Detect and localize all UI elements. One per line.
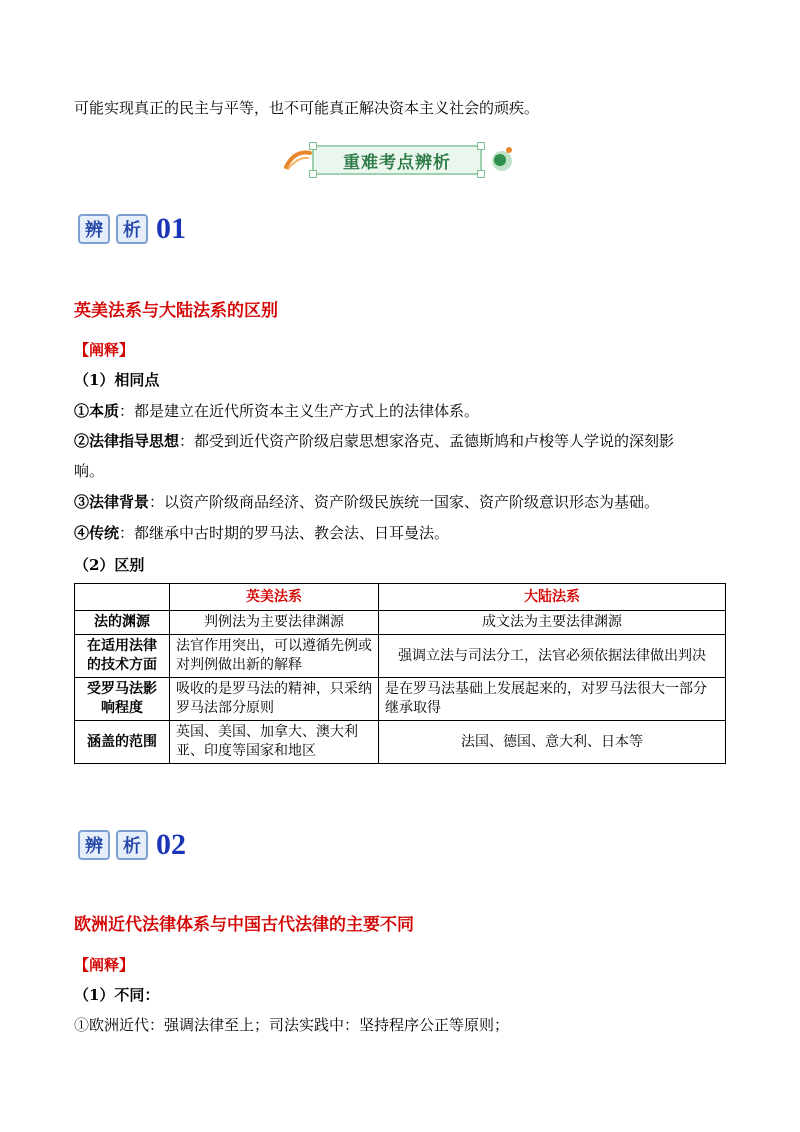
row-label: 在适用法律的技术方面 bbox=[75, 635, 170, 678]
banner-title-box bbox=[312, 145, 482, 175]
cell-continental: 是在罗马法基础上发展起来的，对罗马法很大一部分继承取得 bbox=[379, 678, 726, 721]
point-label: ②法律指导思想 bbox=[74, 432, 180, 450]
banner-corner bbox=[477, 142, 485, 150]
point-label: ④传统 bbox=[74, 524, 120, 542]
cell-anglo: 判例法为主要法律渊源 bbox=[170, 611, 379, 635]
point-text: 以资产阶级商品经济、资产阶级民族统一国家、资产阶级意识形态为基础。 bbox=[164, 493, 660, 511]
row-label: 法的渊源 bbox=[75, 611, 170, 635]
cell-continental: 强调立法与司法分工，法官必须依据法律做出判决 bbox=[379, 635, 726, 678]
point-label: ①本质 bbox=[74, 402, 120, 420]
table-header-row bbox=[75, 584, 726, 611]
cell-anglo: 英国、美国、加拿大、澳大利亚、印度等国家和地区 bbox=[170, 721, 379, 764]
tag-char-box: 辨 bbox=[78, 830, 110, 860]
point-2-cont bbox=[74, 461, 104, 481]
table-header-cell: 英美法系 bbox=[170, 584, 379, 611]
point-sep: ： bbox=[179, 432, 195, 450]
bubble-icon bbox=[489, 145, 515, 175]
swoosh-icon bbox=[284, 147, 314, 171]
tag-number: 01 bbox=[156, 212, 186, 245]
similar-title: （1）相同点 bbox=[74, 371, 160, 389]
section1-heading: 英美法系与大陆法系的区别 bbox=[74, 301, 278, 321]
table-header-cell: 大陆法系 bbox=[379, 584, 726, 611]
section-tag-02 bbox=[78, 827, 186, 863]
diff-title: （2）区别 bbox=[74, 556, 145, 574]
banner-corner bbox=[309, 142, 317, 150]
tag-char-box: 析 bbox=[116, 214, 148, 244]
row-label: 受罗马法影响程度 bbox=[75, 678, 170, 721]
point-text: 都是建立在近代所资本主义生产方式上的法律体系。 bbox=[134, 402, 480, 420]
cell-continental: 法国、德国、意大利、日本等 bbox=[379, 721, 726, 764]
row-label: 涵盖的范围 bbox=[75, 721, 170, 764]
cell-continental: 成文法为主要法律渊源 bbox=[379, 611, 726, 635]
table-header-cell bbox=[75, 584, 170, 611]
point-4 bbox=[74, 523, 449, 543]
cell-anglo: 法官作用突出，可以遵循先例或对判例做出新的解释 bbox=[170, 635, 379, 678]
tag-number: 02 bbox=[156, 828, 186, 861]
point-text: 都继承中古时期的罗马法、教会法、日耳曼法。 bbox=[134, 524, 450, 542]
intro-line: 可能实现真正的民主与平等，也不可能真正解决资本主义社会的顽疾。 bbox=[74, 99, 540, 117]
cell-anglo: 吸收的是罗马法的精神，只采纳罗马法部分原则 bbox=[170, 678, 379, 721]
tag-char-box: 辨 bbox=[78, 214, 110, 244]
section2-line-1: ①欧洲近代：强调法律至上；司法实践中：坚持程序公正等原则； bbox=[74, 1016, 510, 1034]
point-1 bbox=[74, 401, 479, 421]
table-row bbox=[75, 635, 726, 678]
point-sep: ： bbox=[149, 493, 165, 511]
diff-title: （1）不同： bbox=[74, 986, 160, 1004]
explain-label: 【阐释】 bbox=[74, 341, 135, 359]
comparison-table bbox=[74, 583, 726, 764]
point-sep: ： bbox=[119, 402, 135, 420]
tag-char-box: 析 bbox=[116, 830, 148, 860]
explain-label: 【阐释】 bbox=[74, 956, 135, 974]
point-text: 都受到近代资产阶级启蒙思想家洛克、孟德斯鸠和卢梭等人学说的深刻影 bbox=[194, 432, 675, 450]
table-row bbox=[75, 721, 726, 764]
banner-title: 重难考点辨析 bbox=[343, 152, 451, 173]
point-sep: ： bbox=[119, 524, 135, 542]
table-row bbox=[75, 611, 726, 635]
section-banner bbox=[284, 141, 516, 181]
banner-corner bbox=[309, 170, 317, 178]
section-tag-01 bbox=[78, 211, 186, 247]
banner-corner bbox=[477, 170, 485, 178]
point-label: ③法律背景 bbox=[74, 493, 150, 511]
section2-heading: 欧洲近代法律体系与中国古代法律的主要不同 bbox=[74, 915, 414, 935]
point-text: 响。 bbox=[74, 462, 105, 480]
point-2 bbox=[74, 431, 674, 451]
table-row bbox=[75, 678, 726, 721]
point-3 bbox=[74, 492, 659, 512]
